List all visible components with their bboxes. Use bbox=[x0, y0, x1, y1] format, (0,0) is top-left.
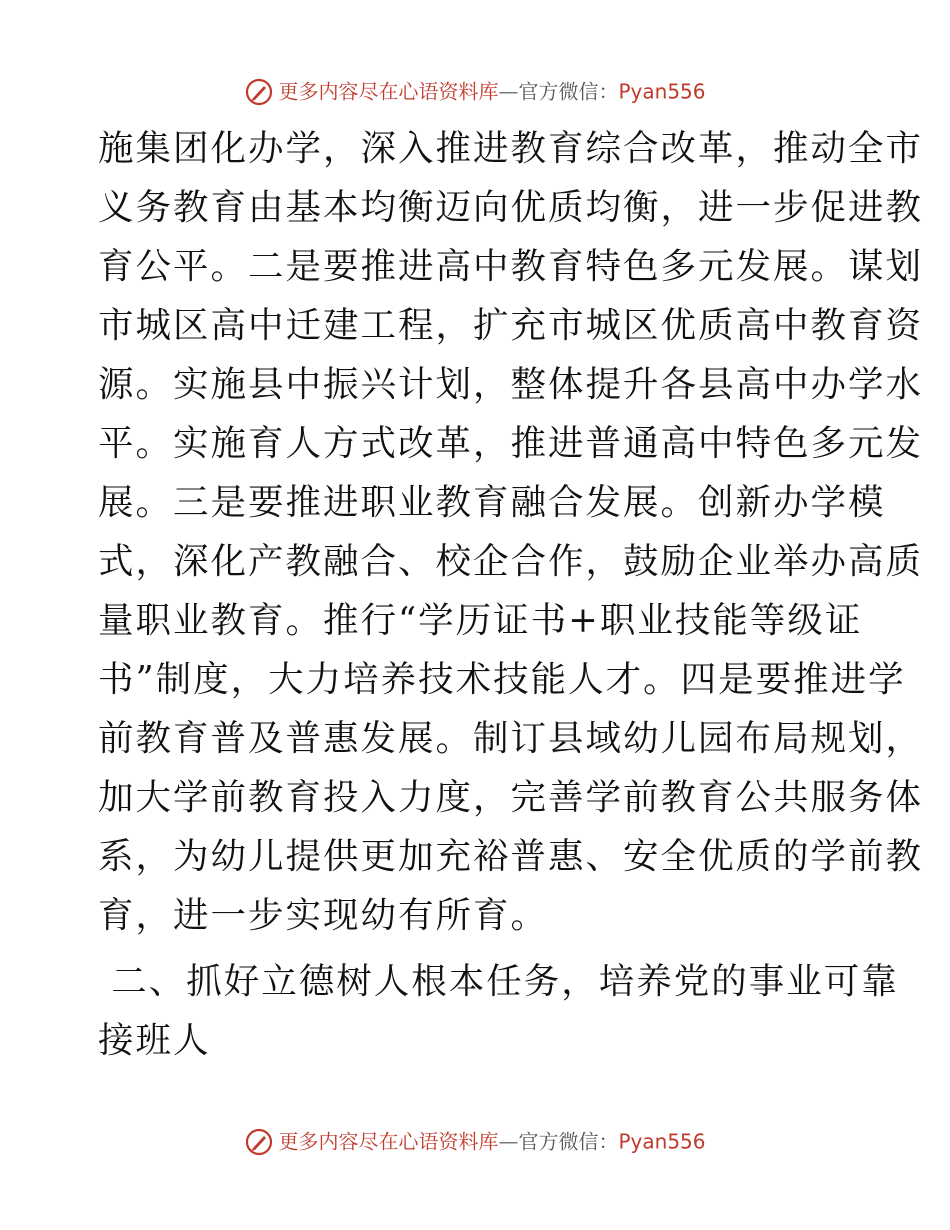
watermark-wechat-id: Pyan556 bbox=[618, 1129, 706, 1154]
pen-nib-logo-icon bbox=[244, 77, 274, 107]
watermark-dash: — bbox=[498, 79, 519, 104]
watermark-wechat-label: 官方微信： bbox=[518, 79, 619, 104]
watermark-site-text: 更多内容尽在心语资料库 bbox=[278, 79, 499, 104]
watermark-wechat-id: Pyan556 bbox=[618, 79, 706, 104]
paragraph-line: 源。实施县中振兴计划，整体提升各县高中办学水 bbox=[98, 364, 924, 405]
pen-nib-logo-icon bbox=[244, 1127, 274, 1157]
paragraph-line: 书”制度，大力培养技术技能人才。四是要推进学 bbox=[98, 659, 906, 700]
watermark-dash: — bbox=[498, 1129, 519, 1154]
paragraph-line: 育，进一步实现幼有所育。 bbox=[98, 895, 549, 936]
paragraph-line: 施集团化办学，深入推进教育综合改革，推动全市 bbox=[98, 128, 924, 169]
watermark-site-text: 更多内容尽在心语资料库 bbox=[278, 1129, 499, 1154]
footer-watermark bbox=[0, 1126, 950, 1157]
paragraph-line: 市城区高中迁建工程，扩充市城区优质高中教育资 bbox=[98, 305, 924, 346]
heading-line: 接班人 bbox=[98, 1020, 211, 1061]
watermark-wechat-label: 官方微信： bbox=[518, 1129, 619, 1154]
paragraph-line: 育公平。二是要推进高中教育特色多元发展。谋划 bbox=[98, 246, 924, 287]
paragraph-line: 式，深化产教融合、校企合作，鼓励企业举办高质 bbox=[98, 541, 924, 582]
paragraph-line: 加大学前教育投入力度，完善学前教育公共服务体 bbox=[98, 777, 924, 818]
paragraph-line: 平。实施育人方式改革，推进普通高中特色多元发 bbox=[98, 423, 924, 464]
paragraph-line: 展。三是要推进职业教育融合发展。创新办学模 bbox=[98, 482, 886, 523]
paragraph-line: 系，为幼儿提供更加充裕普惠、安全优质的学前教 bbox=[98, 836, 924, 877]
paragraph-line: 前教育普及普惠发展。制订县域幼儿园布局规划， bbox=[98, 718, 924, 759]
paragraph-line: 义务教育由基本均衡迈向优质均衡，进一步促进教 bbox=[98, 187, 924, 228]
paragraph-line: 量职业教育。推行“学历证书+职业技能等级证 bbox=[98, 600, 863, 641]
section-heading bbox=[98, 952, 899, 1070]
header-watermark bbox=[0, 76, 950, 107]
body-paragraph bbox=[98, 119, 924, 945]
heading-line: 二、抓好立德树人根本任务，培养党的事业可靠 bbox=[98, 961, 899, 1002]
